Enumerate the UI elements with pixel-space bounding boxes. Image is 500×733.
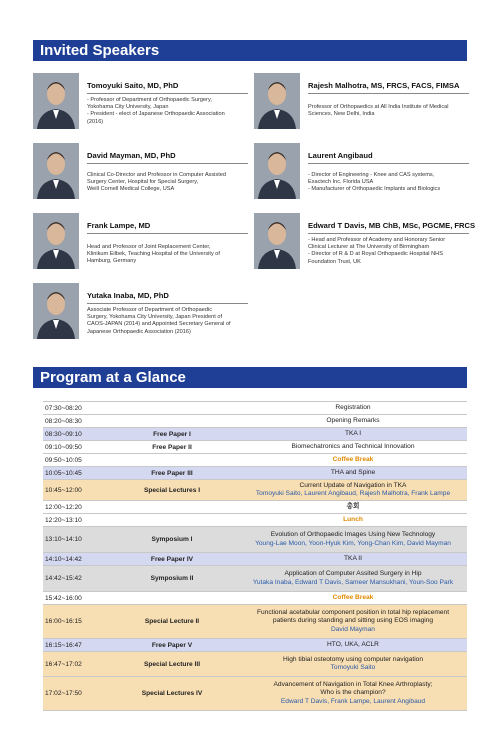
program-row xyxy=(43,428,467,441)
speaker-name: Edward T Davis, MB ChB, MSc, PGCME, FRCS xyxy=(308,221,476,230)
topic-authors: Edward T Davis, Frank Lampe, Laurent Angibaud xyxy=(280,697,426,705)
row-session: Free Paper II xyxy=(105,441,239,454)
topic-title: Application of Computer Assited Surgery in Hip xyxy=(284,570,422,578)
speaker-photo xyxy=(254,213,300,269)
program-row xyxy=(43,415,467,428)
row-time: 09:10~09:50 xyxy=(43,441,105,454)
topic-title: Current Update of Navigation in TKA xyxy=(299,481,407,489)
row-topic: 총회 xyxy=(239,501,467,514)
program-row xyxy=(43,514,467,527)
row-session xyxy=(105,454,239,467)
portrait-silhouette xyxy=(33,213,79,269)
speaker-card-malhotra xyxy=(254,73,469,133)
speaker-photo xyxy=(33,143,79,199)
row-session xyxy=(105,592,239,605)
row-topic xyxy=(239,605,467,639)
row-session: Symposium II xyxy=(105,566,239,592)
program-row xyxy=(43,501,467,514)
divider xyxy=(308,233,469,234)
portrait-silhouette xyxy=(254,143,300,199)
divider xyxy=(87,93,248,94)
speaker-photo xyxy=(33,213,79,269)
divider xyxy=(308,93,469,94)
row-session: Special Lectures I xyxy=(105,480,239,501)
row-session xyxy=(105,501,239,514)
speaker-card-saito xyxy=(33,73,248,133)
speaker-card-angibaud xyxy=(254,143,469,203)
row-topic xyxy=(239,652,467,677)
program-row xyxy=(43,677,467,711)
row-session: Special Lecture III xyxy=(105,652,239,677)
speaker-name: Yutaka Inaba, MD, PhD xyxy=(87,291,169,300)
row-topic: Coffee Break xyxy=(239,454,467,467)
program-row xyxy=(43,480,467,501)
speaker-photo xyxy=(254,143,300,199)
row-session xyxy=(105,415,239,428)
row-topic xyxy=(239,566,467,592)
divider xyxy=(87,233,248,234)
row-time: 16:15~16:47 xyxy=(43,639,105,652)
speaker-name: Laurent Angibaud xyxy=(308,151,373,160)
speaker-name: Tomoyuki Saito, MD, PhD xyxy=(87,81,179,90)
speaker-name: David Mayman, MD, PhD xyxy=(87,151,176,160)
speaker-card-lampe xyxy=(33,213,248,273)
row-topic xyxy=(239,677,467,711)
divider xyxy=(87,163,248,164)
speaker-photo xyxy=(254,73,300,129)
topic-title: Evolution of Orthopaedic Images Using New Technology xyxy=(270,531,436,539)
divider xyxy=(87,303,248,304)
divider xyxy=(308,163,469,164)
row-time: 08:30~09:10 xyxy=(43,428,105,441)
program-row xyxy=(43,553,467,566)
row-time: 12:00~12:20 xyxy=(43,501,105,514)
row-topic: Registration xyxy=(239,402,467,415)
row-topic: Opening Remarks xyxy=(239,415,467,428)
speaker-photo xyxy=(33,73,79,129)
row-time: 08:20~08:30 xyxy=(43,415,105,428)
row-topic: Lunch xyxy=(239,514,467,527)
program-row xyxy=(43,402,467,415)
row-session: Free Paper III xyxy=(105,467,239,480)
program-row xyxy=(43,566,467,592)
row-time: 17:02~17:50 xyxy=(43,677,105,711)
speaker-description: Professor of Orthopaedics at All India Institute of Medical Sciences, New Delhi, India xyxy=(308,104,449,118)
speaker-photo xyxy=(33,283,79,339)
row-session: Free Paper I xyxy=(105,428,239,441)
program-table xyxy=(43,401,467,711)
row-topic: TKA II xyxy=(239,553,467,566)
row-topic: TKA I xyxy=(239,428,467,441)
row-topic xyxy=(239,480,467,501)
row-topic: Coffee Break xyxy=(239,592,467,605)
row-session xyxy=(105,514,239,527)
row-time: 14:10~14:42 xyxy=(43,553,105,566)
speaker-card-davis xyxy=(254,213,476,273)
program-row xyxy=(43,605,467,639)
program-row xyxy=(43,639,467,652)
speaker-description: Head and Professor of Joint Replacement Center, Klinikum Eilbek, Teaching Hospital of the University of Hamburg, Germany xyxy=(87,244,220,265)
portrait-silhouette xyxy=(254,73,300,129)
program-row xyxy=(43,652,467,677)
topic-title: Functional acetabular component position in total hip replacement patients during standing and sitting using EOS imaging xyxy=(256,608,450,625)
row-session xyxy=(105,402,239,415)
row-topic: HTO, UKA, ACLR xyxy=(239,639,467,652)
topic-authors: David Mayman xyxy=(331,625,375,633)
row-session: Free Paper V xyxy=(105,639,239,652)
topic-title: High tibial osteotomy using computer navigation xyxy=(282,655,423,663)
topic-authors: Young-Lae Moon, Yoon-Hyuk Kim, Yong-Chan Kim, David Mayman xyxy=(255,539,451,547)
speaker-description: Clinical Co-Director and Professor in Computer Assisted Surgery Center, Hospital for Special Surgery, Weill Cornell Medical College, USA xyxy=(87,172,226,193)
program-row xyxy=(43,592,467,605)
speaker-description: - Professor of Department of Orthopaedic Surgery, Yokohama City University, Japan - President - elect of Japanese Orthopaedic Association (2016) xyxy=(87,97,225,125)
row-time: 15:42~16:00 xyxy=(43,592,105,605)
row-session: Free Paper IV xyxy=(105,553,239,566)
row-topic: Biomechatronics and Technical Innovation xyxy=(239,441,467,454)
portrait-silhouette xyxy=(254,213,300,269)
speaker-name: Rajesh Malhotra, MS, FRCS, FACS, FIMSA xyxy=(308,81,460,90)
row-topic xyxy=(239,527,467,553)
speaker-description: - Director of Engineering - Knee and CAS systems, Exactech Inc. Florida USA - Manufacturer of Orthopaedic Implants and Biologics xyxy=(308,172,441,193)
program-row xyxy=(43,467,467,480)
row-time: 09:50~10:05 xyxy=(43,454,105,467)
program-at-a-glance-banner: Program at a Glance xyxy=(33,367,467,388)
invited-speakers-banner: Invited Speakers xyxy=(33,40,467,61)
row-topic: THA and Spine xyxy=(239,467,467,480)
portrait-silhouette xyxy=(33,73,79,129)
program-row xyxy=(43,454,467,467)
row-time: 16:47~17:02 xyxy=(43,652,105,677)
speaker-card-inaba xyxy=(33,283,248,343)
row-time: 14:42~15:42 xyxy=(43,566,105,592)
topic-title: Advancement of Navigation in Total Knee Arthroplasty; Who is the champion? xyxy=(273,680,433,697)
portrait-silhouette xyxy=(33,143,79,199)
speaker-description: - Head and Professor of Academy and Honorary Senior Clinical Lecturer at The University of Birmingham - Director of R & D at Royal Orthopaedic Hospital NHS Foundation Trust, UK xyxy=(308,237,446,265)
program-row xyxy=(43,527,467,553)
speaker-card-mayman xyxy=(33,143,248,203)
row-session: Symposium I xyxy=(105,527,239,553)
speaker-description: Associate Professor of Department of Orthopaedic Surgery, Yokohama City University, Japan President of CAOS-JAPAN (2014) and Appointed Secretary General of Japanese Orthopaedic Association (2016) xyxy=(87,307,231,335)
speaker-name: Frank Lampe, MD xyxy=(87,221,151,230)
row-time: 07:30~08:20 xyxy=(43,402,105,415)
row-time: 16:00~16:15 xyxy=(43,605,105,639)
topic-authors: Tomoyuki Saito xyxy=(330,664,376,671)
row-session: Special Lecture II xyxy=(105,605,239,639)
topic-authors: Yutaka Inaba, Edward T Davis, Sameer Mansukhani, Youn-Soo Park xyxy=(252,578,454,586)
row-time: 10:05~10:45 xyxy=(43,467,105,480)
row-session: Special Lectures IV xyxy=(105,677,239,711)
topic-authors: Tomoyuki Saito, Laurent Angibaud, Rajesh Malhotra, Frank Lampe xyxy=(255,490,451,497)
portrait-silhouette xyxy=(33,283,79,339)
row-time: 13:10~14:10 xyxy=(43,527,105,553)
program-row xyxy=(43,441,467,454)
row-time: 10:45~12:00 xyxy=(43,480,105,501)
row-time: 12:20~13:10 xyxy=(43,514,105,527)
